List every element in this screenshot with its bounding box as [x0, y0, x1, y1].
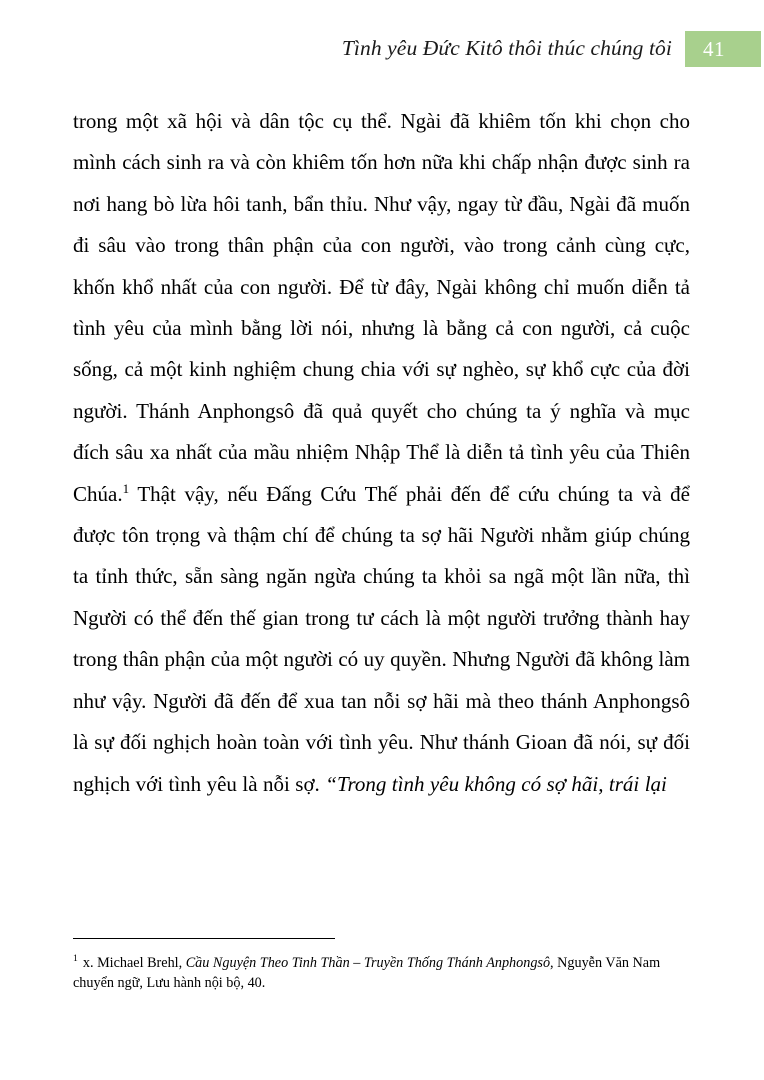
- body-paragraph: [73, 101, 690, 805]
- footnote-entry: [73, 953, 690, 994]
- running-header: [0, 28, 764, 70]
- footnote-suffix: , Nguyễn Văn Nam chuyển ngữ, Lưu hành nội bộ, 40.: [73, 955, 661, 992]
- footnote-reference-marker[interactable]: 1: [122, 480, 130, 496]
- footnote-separator-rule: [73, 938, 335, 939]
- page-number: 41: [703, 36, 725, 61]
- footnote-work-title: Cầu Nguyện Theo Tinh Thần – Truyền Thống Thánh Anphongsô: [185, 955, 551, 971]
- body-text-block: [73, 101, 690, 805]
- footnote-number: 1: [73, 953, 78, 965]
- footnote-prefix: x. Michael Brehl,: [79, 955, 186, 971]
- header-title: Tình yêu Đức Kitô thôi thúc chúng tôi: [341, 36, 672, 61]
- body-paragraph-part-2: Thật vậy, nếu Đấng Cứu Thế phải đến để cứu chúng ta và để được tôn trọng và thậm chí để chúng ta sợ hãi Người nhằm giúp chúng ta tỉnh thức, sẵn sàng ngăn ngừa chúng ta khỏi sa ngã một lần nữa, thì Người có thể đến thế gian trong tư cách là một người trưởng thành hay trong thân phận của một người có uy quyền. Nhưng Người đã không làm như vậy. Người đã đến để xua tan nỗi sợ hãi mà theo thánh Anphongsô là sự đối nghịch hoàn toàn với tình yêu. Như thánh Gioan đã nói, sự đối nghịch với tình yêu là nỗi sợ.: [73, 481, 690, 796]
- body-quote-italic: “Trong tình yêu không có sợ hãi, trái lại: [325, 771, 667, 796]
- footnote-area: [73, 938, 690, 994]
- body-paragraph-part-1: trong một xã hội và dân tộc cụ thể. Ngài đã khiêm tốn khi chọn cho mình cách sinh ra và còn khiêm tốn hơn nữa khi chấp nhận được sinh ra nơi hang bò lừa hôi tanh, bẩn thỉu. Như vậy, ngay từ đầu, Ngài đã muốn đi sâu vào trong thân phận của con người, vào trong cảnh cùng cực, khốn khổ nhất của con người. Để từ đây, Ngài không chỉ muốn diễn tả tình yêu của mình bằng lời nói, nhưng là bằng cả con người, cả cuộc sống, cả một kinh nghiệm chung chia với sự nghèo, sự khổ cực của đời người. Thánh Anphongsô đã quả quyết cho chúng ta ý nghĩa và mục đích sâu xa nhất của mầu nhiệm Nhập Thể là diễn tả tình yêu của Thiên Chúa.: [73, 109, 690, 506]
- page-number-badge: [685, 31, 761, 67]
